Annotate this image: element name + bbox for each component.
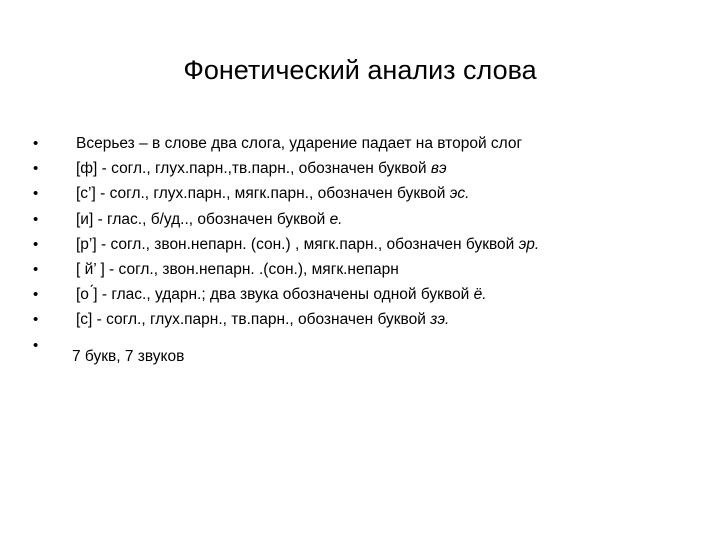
bullet-text <box>76 282 487 307</box>
bullet-text <box>76 131 522 156</box>
bullet-marker: • <box>33 210 39 228</box>
bullet-letter-name: зэ. <box>430 311 450 329</box>
bullet-letter-name: ё. <box>473 286 487 304</box>
slide-title: Фонетический анализ слова <box>183 55 537 85</box>
bullet-marker: • <box>33 160 39 178</box>
bullet-main-text: [ф] - согл., глух.парн.,тв.парн., обозначен буквой <box>76 160 431 178</box>
bullet-text <box>76 156 447 181</box>
bullet-text <box>76 207 343 232</box>
bullet-marker: • <box>33 336 39 354</box>
bullet-text <box>76 232 539 257</box>
bullet-main-text: [и] - глас., б/уд.., обозначен буквой <box>76 210 330 228</box>
bullet-marker: • <box>33 135 39 152</box>
bullet-main-text: [ й’ ] - согл., звон.непарн. .(сон.), мягк.непарн <box>76 260 399 278</box>
bullet-marker: • <box>33 185 39 203</box>
bullet-marker: • <box>33 311 39 329</box>
bullet-marker: • <box>33 260 39 278</box>
bullet-text <box>76 181 469 206</box>
bullet-main-text: [о ́] - глас., ударн.; два звука обозначены одной буквой <box>76 286 474 304</box>
bullet-letter-name: вэ <box>430 160 447 178</box>
bullet-text <box>76 257 399 282</box>
bullet-main-text: Всерьез – в слове два слога, ударение падает на второй слог <box>76 135 523 152</box>
bullet-letter-name: эс. <box>449 185 470 203</box>
bullet-main-text: [с’] - согл., глух.парн., мягк.парн., обозначен буквой <box>76 185 450 203</box>
summary-text: 7 букв, 7 звуков <box>72 348 185 365</box>
bullet-marker: • <box>33 235 39 253</box>
bullet-letter-name: е. <box>329 210 343 228</box>
bullet-letter-name: эр. <box>518 235 540 253</box>
bullet-main-text: [с] - согл., глух.парн., тв.парн., обозначен буквой <box>76 311 431 329</box>
bullet-marker: • <box>33 286 39 304</box>
bullet-main-text: [р’] - согл., звон.непарн. (сон.) , мягк.парн., обозначен буквой <box>76 235 519 253</box>
bullet-text <box>76 307 449 332</box>
